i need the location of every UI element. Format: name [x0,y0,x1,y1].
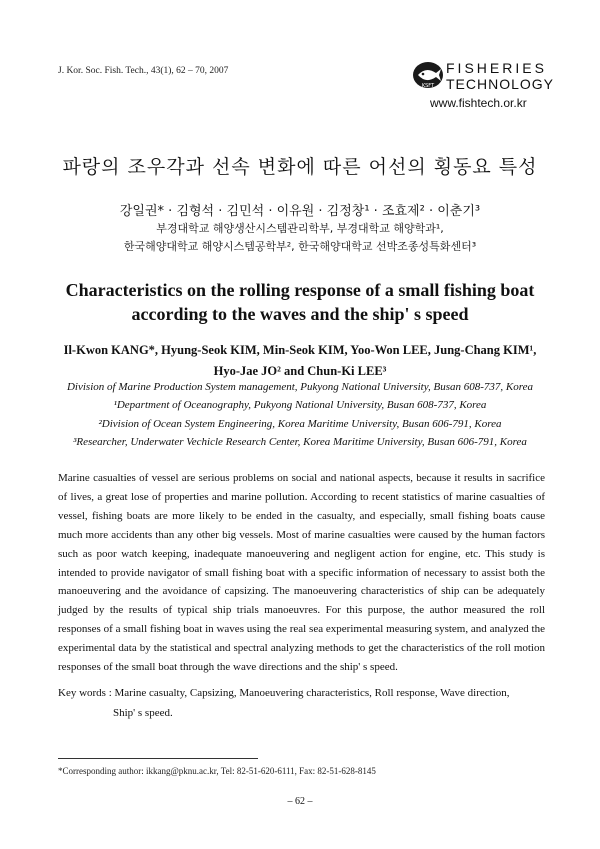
journal-citation: J. Kor. Soc. Fish. Tech., 43(1), 62 – 70, 2007 [58,66,229,76]
english-affiliation: ¹Department of Oceanography, Pukyong National University, Busan 608-737, Korea [113,399,487,411]
keywords-line: Key words : Marine casualty, Capsizing, Manoeuvering characteristics, Roll response, Wave direction, [58,687,510,699]
keywords [58,683,545,723]
corresponding-author-footnote: *Corresponding author: ikkang@pknu.ac.kr, Tel: 82-51-620-6111, Fax: 82-51-628-8145 [58,766,376,776]
korean-affiliation-line: 한국해양대학교 해양시스템공학부², 한국해양대학교 선박조종성특화센터³ [123,240,477,253]
korean-affiliation-line: 부경대학교 해양생산시스템관리학부, 부경대학교 해양학과¹, [156,222,444,235]
english-authors-line: Hyo-Jae JO² and Chun-Ki LEE³ [213,364,387,378]
english-title-line: Characteristics on the rolling response of a small fishing boat [65,280,535,300]
page-number: – 62 – [287,796,313,807]
footnote-divider [58,758,258,759]
logo-word-fisheries: FISHERIES [446,60,547,76]
korean-title: 파랑의 조우각과 선속 변화에 따른 어선의 횡동요 특성 [62,156,538,178]
journal-logo [412,58,555,118]
english-authors-line: Il-Kwon KANG*, Hyung-Seok KIM, Min-Seok KIM, Yoo-Won LEE, Jung-Chang KIM¹, [63,343,537,357]
abstract-text: Marine casualties of vessel are serious problems on social and national aspects, because it results in sacrifice of lives, a great lose of properties and marine pollution. According to recent statistics of marine casualties of vessel, fishing boats are more likely to be ended in the casualty, and especially, small fishing boats cause much more accidents than any other big vessels. Most of marine casualties were caused by the human factors such as poor watch keeping, inadequate manoeuvering and negligent action for engine, etc. This study is intended to provide navigator of small fishing boat with a specific information of necessary to assist both the manoeuvering and the avoidance of capsizing. The manoeuvering characteristics of ship can be adequately judged by the results of typical ship trials manoeuvres. For this purpose, the author measured the roll responses of a small fishing boat in waves using the real sea experimental measuring system, and analyzed the experimental data by the statistical and spectral analyzing methods to get the characteristics of the roll motion responses of the small boat through the wave directions and the ship' s speed. [58,472,545,674]
english-title-line: according to the waves and the ship' s speed [131,304,469,324]
english-affiliation: ³Researcher, Underwater Vechicle Research Center, Korea Maritime University, Busan 606-791, Korea [73,436,527,448]
emblem-text: KSFT [421,83,435,89]
korean-authors: 강일권* · 김형석 · 김민석 · 이유원 · 김정창¹ · 조효제² · 이춘기³ [119,204,481,219]
fish-emblem-icon [412,60,444,90]
keywords-line: Ship' s speed. [113,707,173,719]
logo-word-technology: TECHNOLOGY [446,76,555,92]
journal-url[interactable]: www.fishtech.or.kr [430,96,527,110]
english-affiliation: Division of Marine Production System management, Pukyong National University, Busan 608-737, Korea [66,381,533,393]
english-affiliation: ²Division of Ocean System Engineering, Korea Maritime University, Busan 606-791, Korea [98,418,502,430]
